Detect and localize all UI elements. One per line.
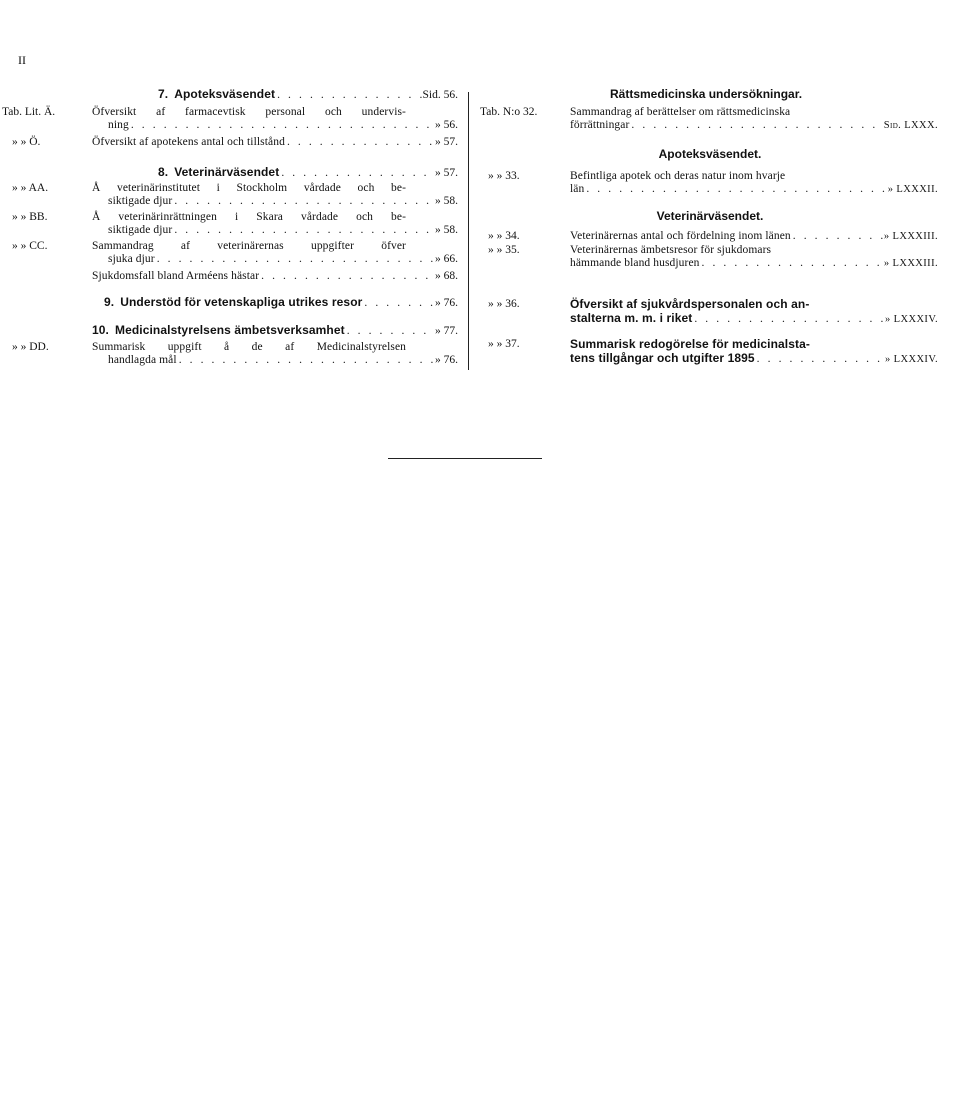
toc-entry-tab-32 — [478, 106, 938, 132]
leader-dots — [584, 183, 887, 196]
entry-text-cont: ning — [108, 119, 129, 132]
toc-entry-tab-36 — [478, 298, 938, 326]
entry-text: Sammandrag af veterinärernas uppgifter öfver — [92, 240, 406, 252]
toc-entry-lit-a — [0, 106, 458, 132]
section-7-heading — [158, 88, 458, 102]
entry-page: » 58. — [435, 224, 458, 237]
entry-page: » 66. — [435, 253, 458, 266]
entry-text: Öfversikt af farmacevtisk personal och undervis- — [92, 106, 406, 118]
entry-text-cont: siktigade djur — [108, 224, 173, 237]
section-10-heading — [92, 324, 458, 338]
heading-veterinarvasendet: Veterinärväsendet. — [656, 209, 764, 223]
section-8-number: 8. — [158, 165, 169, 179]
leader-dots — [172, 195, 435, 208]
leader-dots — [285, 136, 435, 149]
entry-text-cont: sjuka djur — [108, 253, 155, 266]
leader-dots — [755, 353, 885, 366]
section-9-heading — [104, 296, 458, 310]
entry-page: Sid. LXXX. — [883, 120, 938, 132]
entry-text: Å veterinärinstitutet i Stockholm vårdade och be- — [92, 182, 406, 194]
section-10-number: 10. — [92, 323, 109, 337]
entry-page: » LXXXIII. — [883, 258, 938, 270]
section-7-number: 7. — [158, 87, 169, 101]
leader-dots — [129, 119, 435, 132]
section-9-number: 9. — [104, 295, 115, 309]
toc-entry-sjukdomsfall — [0, 270, 458, 283]
entry-text-cont: län — [570, 183, 585, 196]
section-9-page: » 76. — [435, 297, 458, 309]
toc-entry-lit-aa — [0, 182, 458, 208]
heading-rattsmedicinska: Rättsmedicinska undersökningar. — [610, 87, 803, 101]
section-9-title: Understöd för vetenskapliga utrikes resor — [120, 295, 363, 309]
entry-text-cont: hämmande bland husdjuren — [570, 257, 700, 270]
entry-text-cont: siktigade djur — [108, 195, 173, 208]
entry-text: Befintliga apotek och deras natur inom hvarje — [570, 170, 786, 182]
leader-dots — [791, 230, 884, 243]
entry-page: » 57. — [435, 136, 458, 148]
horizontal-rule — [388, 458, 542, 459]
entry-prefix: » » AA. — [12, 182, 49, 194]
toc-entry-lit-cc — [0, 240, 458, 266]
toc-entry-tab-37 — [478, 338, 938, 366]
leader-dots — [692, 313, 885, 326]
entry-page: » 56. — [435, 119, 458, 132]
section-7-page: Sid. 56. — [422, 89, 458, 101]
column-divider — [468, 92, 469, 370]
entry-prefix: » » 36. — [488, 298, 520, 310]
entry-text-cont: tens tillgångar och utgifter 1895 — [570, 350, 755, 365]
toc-entry-lit-dd — [0, 341, 458, 367]
entry-page: » 58. — [435, 195, 458, 208]
section-8-title: Veterinärväsendet — [174, 165, 280, 179]
entry-text: Veterinärernas ämbetsresor för sjukdomars — [570, 244, 772, 256]
leader-dots — [177, 354, 435, 367]
entry-page: » 76. — [435, 354, 458, 367]
toc-entry-tab-33 — [478, 170, 938, 196]
heading-apoteksvasendet: Apoteksväsendet. — [658, 147, 762, 161]
toc-entry-lit-bb — [0, 211, 458, 237]
leader-dots — [275, 89, 422, 102]
entry-prefix: Tab. Lit. Ä. — [2, 106, 56, 118]
leader-dots — [345, 325, 435, 338]
leader-dots — [362, 297, 435, 310]
entry-prefix: » » BB. — [12, 211, 48, 223]
entry-text: Summarisk uppgift å de af Medicinalstyrelsen — [92, 341, 406, 353]
entry-text: Sammandrag af berättelser om rättsmedicinska — [570, 106, 791, 118]
section-7-title: Apoteksväsendet — [174, 87, 276, 101]
page-number: II — [18, 53, 26, 67]
toc-entry-lit-o — [0, 136, 458, 149]
section-10-title: Medicinalstyrelsens ämbetsverksamhet — [114, 323, 345, 337]
leader-dots — [700, 257, 884, 270]
entry-text: Veterinärernas antal och fördelning inom länen — [570, 230, 791, 242]
entry-prefix: » » 34. — [488, 230, 520, 242]
section-8-heading — [158, 166, 458, 180]
toc-entry-tab-35 — [478, 244, 938, 270]
leader-dots — [629, 119, 883, 132]
entry-text: Öfversikt af sjukvårdspersonalen och an- — [570, 297, 810, 311]
leader-dots — [279, 167, 435, 180]
entry-text-cont: handlagda mål — [108, 354, 177, 367]
entry-text-cont: förrättningar — [570, 119, 630, 132]
entry-prefix: » » 35. — [488, 244, 520, 256]
entry-text: Å veterinärinrättningen i Skara vårdade och be- — [92, 211, 406, 223]
entry-text: Sjukdomsfall bland Arméens hästar — [92, 270, 260, 282]
entry-prefix: » » 37. — [488, 338, 520, 350]
entry-text-cont: stalterna m. m. i riket — [570, 310, 693, 325]
section-8-page: » 57. — [435, 167, 458, 179]
toc-entry-tab-34 — [478, 230, 938, 243]
entry-page: » LXXXII. — [887, 184, 938, 196]
entry-prefix: » » DD. — [12, 341, 49, 353]
entry-prefix: Tab. N:o 32. — [480, 106, 538, 118]
entry-prefix: » » Ö. — [12, 136, 41, 148]
entry-prefix: » » 33. — [488, 170, 520, 182]
entry-text: Öfversikt af apotekens antal och tillstånd — [92, 136, 285, 148]
entry-page: » LXXXIII. — [883, 231, 938, 242]
entry-page: » LXXXIV. — [885, 353, 938, 365]
entry-prefix: » » CC. — [12, 240, 48, 252]
leader-dots — [172, 224, 435, 237]
entry-page: » LXXXIV. — [885, 313, 938, 325]
leader-dots — [155, 253, 435, 266]
leader-dots — [259, 270, 435, 283]
entry-page: » 68. — [435, 270, 458, 282]
entry-text: Summarisk redogörelse för medicinalsta- — [570, 337, 810, 351]
section-10-page: » 77. — [435, 325, 458, 337]
